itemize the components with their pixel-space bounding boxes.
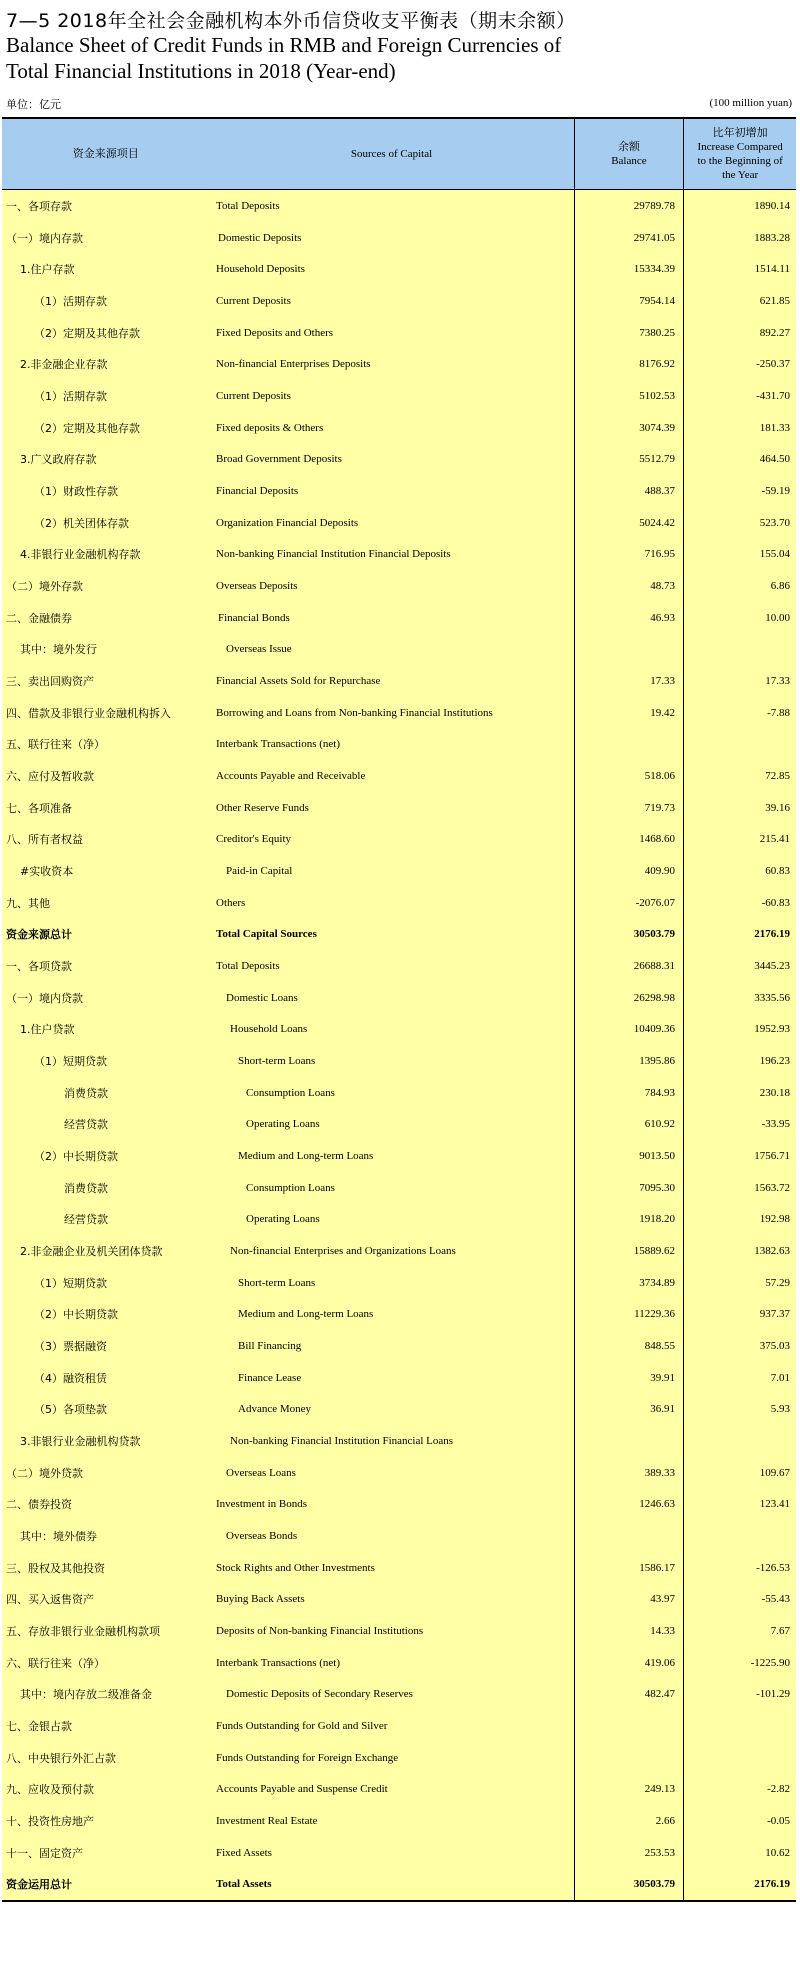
header-balance-en: Balance	[611, 155, 647, 167]
header-item-en: Sources of Capital	[209, 119, 574, 189]
table-row	[2, 1489, 796, 1521]
table-row	[2, 1267, 796, 1299]
row-item-cn: 其中：境外债券	[20, 1530, 97, 1544]
row-item-cn: 七、金银占款	[6, 1720, 72, 1734]
row-item-cn: 五、联行往来（净）	[6, 738, 105, 752]
row-item-en: Operating Loans	[210, 1108, 575, 1140]
row-item-en: Current Deposits	[210, 380, 575, 412]
row-item-en: Borrowing and Loans from Non-banking Financial Institutions	[210, 697, 575, 729]
row-item-cn: 1.住户存款	[20, 263, 75, 277]
row-item-cn: （1）财政性存款	[34, 484, 118, 498]
row-balance: 17.33	[575, 665, 684, 697]
table-row	[2, 1235, 796, 1267]
table-row	[2, 1299, 796, 1331]
row-item-cn: （1）活期存款	[34, 389, 107, 403]
row-item-en: Organization Financial Deposits	[210, 507, 575, 539]
row-item-en: Accounts Payable and Receivable	[210, 760, 575, 792]
row-item-cn: （4）融资租赁	[34, 1371, 107, 1385]
row-balance	[575, 1742, 684, 1774]
table-row	[2, 507, 796, 539]
row-balance: 419.06	[575, 1647, 684, 1679]
row-balance: 249.13	[575, 1774, 684, 1806]
row-item-en: Total Assets	[210, 1869, 575, 1901]
row-item-en: Non-banking Financial Institution Financial Deposits	[210, 538, 575, 570]
row-increase: 1883.28	[754, 231, 790, 244]
row-increase: 39.16	[765, 801, 790, 814]
table-row	[2, 918, 796, 950]
row-item-en: Interbank Transactions (net)	[210, 1647, 575, 1679]
row-item-en: Fixed Assets	[210, 1837, 575, 1869]
table-row	[2, 1679, 796, 1711]
row-increase: -431.70	[756, 389, 790, 402]
row-item-en: Total Capital Sources	[210, 918, 575, 950]
row-item-cn: 四、买入返售资产	[6, 1593, 94, 1607]
row-item-en: Medium and Long-term Loans	[210, 1140, 575, 1172]
row-increase: 375.03	[759, 1340, 790, 1353]
row-balance: 482.47	[575, 1679, 684, 1711]
row-balance: 11229.36	[575, 1299, 684, 1331]
row-item-cn: （2）机关团体存款	[34, 516, 129, 530]
row-increase: -126.53	[756, 1561, 790, 1574]
row-item-en: Investment Real Estate	[210, 1805, 575, 1837]
row-item-en: Interbank Transactions (net)	[210, 728, 575, 760]
row-increase: -101.29	[756, 1688, 790, 1701]
row-item-cn: 五、存放非银行业金融机构款项	[6, 1625, 160, 1639]
row-balance: -2076.07	[575, 887, 684, 919]
row-item-en: Household Deposits	[210, 253, 575, 285]
row-item-cn: 三、卖出回购资产	[6, 674, 94, 688]
row-increase: -0.05	[767, 1815, 790, 1828]
table-row	[2, 1140, 796, 1172]
row-increase: 192.98	[759, 1213, 790, 1226]
row-balance: 7095.30	[575, 1172, 684, 1204]
table-row	[2, 317, 796, 349]
row-increase: 123.41	[759, 1498, 790, 1511]
row-increase: 109.67	[759, 1466, 790, 1479]
row-item-en: Overseas Loans	[210, 1457, 575, 1489]
row-item-cn: （2）中长期贷款	[34, 1308, 118, 1322]
table-row	[2, 1869, 796, 1901]
table-row	[2, 1837, 796, 1869]
table-row	[2, 982, 796, 1014]
row-increase: 464.50	[759, 453, 790, 466]
row-item-cn: 2.非金融企业及机关团体贷款	[20, 1245, 163, 1258]
row-item-cn: （二）境外存款	[6, 579, 83, 593]
row-item-en: Deposits of Non-banking Financial Institutions	[210, 1615, 575, 1647]
row-item-cn: 经营贷款	[64, 1118, 108, 1132]
row-item-en: Bill Financing	[210, 1330, 575, 1362]
table-row	[2, 633, 796, 665]
row-balance	[575, 633, 684, 665]
row-item-cn: （二）境外贷款	[6, 1466, 83, 1480]
row-increase: -250.37	[756, 358, 790, 371]
row-item-cn: 二、金融债券	[6, 611, 72, 625]
row-balance: 26688.31	[575, 950, 684, 982]
table-row	[2, 1330, 796, 1362]
table-row	[2, 855, 796, 887]
row-increase: 60.83	[765, 864, 790, 877]
row-item-en: Funds Outstanding for Gold and Silver	[210, 1710, 575, 1742]
row-increase: 523.70	[759, 516, 790, 529]
row-item-cn: （2）定期及其他存款	[34, 421, 140, 435]
row-increase: 155.04	[759, 548, 790, 561]
row-item-en: Non-banking Financial Institution Financial Loans	[210, 1425, 575, 1457]
table-row	[2, 348, 796, 380]
row-item-en: Consumption Loans	[210, 1077, 575, 1109]
page-title-en-line2: Total Financial Institutions in 2018 (Year-end)	[6, 59, 396, 83]
page-title-cn: 7—5 2018年全社会金融机构本外币信贷收支平衡表（期末余额）	[6, 10, 576, 32]
row-item-cn: 消费贷款	[64, 1181, 108, 1195]
row-balance: 1918.20	[575, 1204, 684, 1236]
row-item-cn: 资金来源总计	[6, 928, 72, 942]
row-item-cn: 九、应收及预付款	[6, 1783, 94, 1797]
table-row	[2, 1710, 796, 1742]
row-item-cn: 三、股权及其他投资	[6, 1561, 105, 1575]
row-item-en: Advance Money	[210, 1394, 575, 1426]
table-row	[2, 1362, 796, 1394]
table-row	[2, 1647, 796, 1679]
row-balance: 518.06	[575, 760, 684, 792]
row-increase: 5.93	[770, 1403, 790, 1416]
table-row	[2, 1394, 796, 1426]
row-item-cn: （1）短期贷款	[34, 1054, 107, 1068]
row-balance: 2.66	[575, 1805, 684, 1837]
row-balance: 1395.86	[575, 1045, 684, 1077]
table-row	[2, 665, 796, 697]
row-item-cn: 八、所有者权益	[6, 833, 83, 847]
row-item-en: Financial Deposits	[210, 475, 575, 507]
row-item-en: Overseas Issue	[210, 633, 575, 665]
row-item-en: Household Loans	[210, 1013, 575, 1045]
table-row	[2, 602, 796, 634]
row-increase: -7.88	[767, 706, 790, 719]
row-item-en: Financial Assets Sold for Repurchase	[210, 665, 575, 697]
row-balance: 1246.63	[575, 1489, 684, 1521]
row-item-cn: 3.非银行业金融机构贷款	[20, 1435, 141, 1449]
row-balance: 30503.79	[575, 1869, 684, 1901]
row-item-en: Domestic Loans	[210, 982, 575, 1014]
row-item-en: Operating Loans	[210, 1204, 575, 1236]
row-increase: 230.18	[759, 1086, 790, 1099]
table-row	[2, 1615, 796, 1647]
row-item-en: Paid-in Capital	[210, 855, 575, 887]
row-item-en: Fixed deposits & Others	[210, 412, 575, 444]
row-balance: 14.33	[575, 1615, 684, 1647]
row-item-cn: （3）票据融资	[34, 1340, 107, 1354]
row-balance: 3734.89	[575, 1267, 684, 1299]
table-row	[2, 950, 796, 982]
row-item-cn: 七、各项准备	[6, 801, 72, 815]
row-balance: 30503.79	[575, 918, 684, 950]
header-balance	[575, 119, 685, 189]
row-item-cn: （1）短期贷款	[34, 1276, 107, 1290]
row-balance: 1586.17	[575, 1552, 684, 1584]
row-balance: 29741.05	[575, 222, 684, 254]
table-row	[2, 443, 796, 475]
row-increase: 1563.72	[754, 1181, 790, 1194]
header-item-cn: 资金来源项目	[72, 147, 139, 160]
row-item-en: Overseas Bonds	[210, 1520, 575, 1552]
row-balance: 488.37	[575, 475, 684, 507]
table-row	[2, 1108, 796, 1140]
row-item-en: Creditor's Equity	[210, 823, 575, 855]
row-item-cn: （一）境内存款	[6, 231, 83, 245]
table-row	[2, 1584, 796, 1616]
row-increase: 57.29	[765, 1276, 790, 1289]
table-row	[2, 475, 796, 507]
row-item-en: Finance Lease	[210, 1362, 575, 1394]
row-increase: 1514.11	[754, 263, 790, 276]
row-item-en: Current Deposits	[210, 285, 575, 317]
row-item-cn: （2）定期及其他存款	[34, 326, 140, 340]
table-row	[2, 222, 796, 254]
row-balance: 389.33	[575, 1457, 684, 1489]
row-balance: 8176.92	[575, 348, 684, 380]
row-balance	[575, 728, 684, 760]
header-increase-en1: Increase Compared	[697, 141, 783, 153]
row-increase: 2176.19	[754, 1878, 790, 1891]
row-balance: 848.55	[575, 1330, 684, 1362]
table-row	[2, 887, 796, 919]
row-item-en: Broad Government Deposits	[210, 443, 575, 475]
row-item-cn: 四、借款及非银行业金融机构拆入	[6, 706, 171, 720]
row-item-en: Other Reserve Funds	[210, 792, 575, 824]
row-increase: 621.85	[759, 294, 790, 307]
row-balance: 39.91	[575, 1362, 684, 1394]
row-item-cn: 十一、固定资产	[6, 1846, 83, 1860]
row-increase: 215.41	[759, 833, 790, 846]
header-increase-en2: to the Beginning of	[697, 155, 783, 167]
row-increase: 196.23	[759, 1054, 790, 1067]
row-item-cn: 八、中央银行外汇占款	[6, 1751, 116, 1765]
row-balance: 48.73	[575, 570, 684, 602]
table-row	[2, 1520, 796, 1552]
row-item-cn: 资金运用总计	[6, 1878, 72, 1892]
table-row	[2, 697, 796, 729]
row-item-cn: （2）中长期贷款	[34, 1149, 118, 1163]
table-row	[2, 1805, 796, 1837]
row-balance: 29789.78	[575, 190, 684, 222]
table-row	[2, 538, 796, 570]
row-increase: 1382.63	[754, 1245, 790, 1257]
row-item-en: Short-term Loans	[210, 1045, 575, 1077]
table-row	[2, 1172, 796, 1204]
row-increase: 937.37	[759, 1308, 790, 1321]
row-item-en: Investment in Bonds	[210, 1489, 575, 1521]
row-item-en: Non-financial Enterprises and Organizations Loans	[210, 1235, 575, 1267]
row-item-cn: （1）活期存款	[34, 294, 107, 308]
row-balance: 15334.39	[575, 253, 684, 285]
header-balance-cn: 余额	[617, 140, 640, 153]
row-item-en: Medium and Long-term Loans	[210, 1299, 575, 1331]
row-increase: 1952.93	[754, 1023, 790, 1036]
row-increase: 7.01	[770, 1371, 790, 1384]
table-row	[2, 1045, 796, 1077]
table-row	[2, 190, 796, 222]
row-balance: 19.42	[575, 697, 684, 729]
row-item-en: Total Deposits	[210, 950, 575, 982]
row-balance: 253.53	[575, 1837, 684, 1869]
row-increase: -1225.90	[750, 1656, 790, 1669]
row-item-en: Domestic Deposits of Secondary Reserves	[210, 1679, 575, 1711]
row-item-cn: 一、各项贷款	[6, 959, 72, 973]
row-item-en: Consumption Loans	[210, 1172, 575, 1204]
row-increase: -59.19	[761, 484, 790, 497]
row-item-cn: #实收资本	[20, 864, 74, 878]
table-row	[2, 728, 796, 760]
row-increase: 2176.19	[754, 928, 790, 941]
row-balance	[575, 1710, 684, 1742]
row-balance: 3074.39	[575, 412, 684, 444]
row-balance: 9013.50	[575, 1140, 684, 1172]
row-balance: 719.73	[575, 792, 684, 824]
row-item-en: Financial Bonds	[210, 602, 575, 634]
table-row	[2, 412, 796, 444]
table-row	[2, 1425, 796, 1457]
row-item-cn: 九、其他	[6, 896, 50, 910]
row-increase: 17.33	[765, 674, 790, 687]
row-item-en: Fixed Deposits and Others	[210, 317, 575, 349]
table-row	[2, 1077, 796, 1109]
table-row	[2, 1457, 796, 1489]
table-row	[2, 1204, 796, 1236]
table-row	[2, 285, 796, 317]
row-increase: 181.33	[759, 421, 790, 434]
row-balance: 1468.60	[575, 823, 684, 855]
row-increase: 3445.23	[754, 959, 790, 972]
table-row	[2, 1742, 796, 1774]
row-increase: -55.43	[761, 1593, 790, 1606]
row-item-en: Buying Back Assets	[210, 1584, 575, 1616]
row-increase: 1890.14	[754, 199, 790, 212]
row-item-en: Total Deposits	[210, 190, 575, 222]
row-increase: -33.95	[761, 1118, 790, 1131]
row-increase: -60.83	[761, 896, 790, 909]
row-balance	[575, 1425, 684, 1457]
row-item-cn: 其中：境内存放二级准备金	[20, 1688, 152, 1702]
row-item-en: Non-financial Enterprises Deposits	[210, 348, 575, 380]
row-item-en: Stock Rights and Other Investments	[210, 1552, 575, 1584]
table-body	[2, 190, 796, 1900]
table-row	[2, 570, 796, 602]
row-increase: -2.82	[767, 1783, 790, 1796]
row-item-en: Others	[210, 887, 575, 919]
balance-sheet-table	[2, 117, 796, 1902]
row-item-cn: 十、投资性房地产	[6, 1815, 94, 1829]
row-item-cn: 二、债券投资	[6, 1498, 72, 1512]
row-increase: 6.86	[770, 579, 790, 592]
row-item-en: Funds Outstanding for Foreign Exchange	[210, 1742, 575, 1774]
table-row	[2, 253, 796, 285]
row-item-en: Domestic Deposits	[210, 222, 575, 254]
row-balance: 10409.36	[575, 1013, 684, 1045]
row-balance: 5024.42	[575, 507, 684, 539]
row-balance	[575, 1520, 684, 1552]
table-row	[2, 760, 796, 792]
row-item-cn: 1.住户贷款	[20, 1023, 75, 1037]
unit-label-cn: 单位：亿元	[6, 98, 61, 111]
row-item-cn: 消费贷款	[64, 1086, 108, 1100]
row-item-cn: 4.非银行业金融机构存款	[20, 548, 141, 562]
row-balance: 7380.25	[575, 317, 684, 349]
table-row	[2, 1552, 796, 1584]
row-balance: 36.91	[575, 1394, 684, 1426]
header-increase-en3: the Year	[722, 169, 759, 181]
row-item-cn: 2.非金融企业存款	[20, 358, 108, 372]
row-balance: 15889.62	[575, 1235, 684, 1267]
row-balance: 5512.79	[575, 443, 684, 475]
row-balance: 610.92	[575, 1108, 684, 1140]
row-item-en: Short-term Loans	[210, 1267, 575, 1299]
row-item-cn: 六、联行往来（净）	[6, 1656, 105, 1670]
unit-label-en: (100 million yuan)	[709, 97, 792, 109]
row-item-cn: 一、各项存款	[6, 199, 72, 213]
row-balance: 5102.53	[575, 380, 684, 412]
row-item-cn: 经营贷款	[64, 1213, 108, 1227]
table-row	[2, 792, 796, 824]
row-item-en: Overseas Deposits	[210, 570, 575, 602]
row-balance: 46.93	[575, 602, 684, 634]
header-increase	[684, 119, 796, 189]
row-increase: 892.27	[759, 326, 790, 339]
row-increase: 3335.56	[754, 991, 790, 1004]
row-balance: 7954.14	[575, 285, 684, 317]
row-item-cn: （一）境内贷款	[6, 991, 83, 1005]
row-item-en: Accounts Payable and Suspense Credit	[210, 1774, 575, 1806]
table-header	[2, 119, 796, 190]
row-increase: 7.67	[770, 1625, 790, 1638]
header-increase-cn: 比年初增加	[712, 126, 768, 139]
row-increase: 72.85	[765, 769, 790, 782]
row-balance: 26298.98	[575, 982, 684, 1014]
row-item-cn: （5）各项垫款	[34, 1403, 107, 1417]
row-balance: 716.95	[575, 538, 684, 570]
row-item-cn: 3.广义政府存款	[20, 453, 97, 467]
row-balance: 409.90	[575, 855, 684, 887]
row-balance: 43.97	[575, 1584, 684, 1616]
row-increase: 10.62	[765, 1846, 790, 1859]
row-increase: 1756.71	[754, 1149, 790, 1162]
page-title-en-line1: Balance Sheet of Credit Funds in RMB and Foreign Currencies of	[6, 33, 562, 57]
table-row	[2, 1774, 796, 1806]
row-balance: 784.93	[575, 1077, 684, 1109]
row-item-cn: 六、应付及暂收款	[6, 769, 94, 783]
table-row	[2, 1013, 796, 1045]
row-increase: 10.00	[765, 611, 790, 624]
table-row	[2, 380, 796, 412]
row-item-cn: 其中：境外发行	[20, 643, 97, 657]
table-row	[2, 823, 796, 855]
